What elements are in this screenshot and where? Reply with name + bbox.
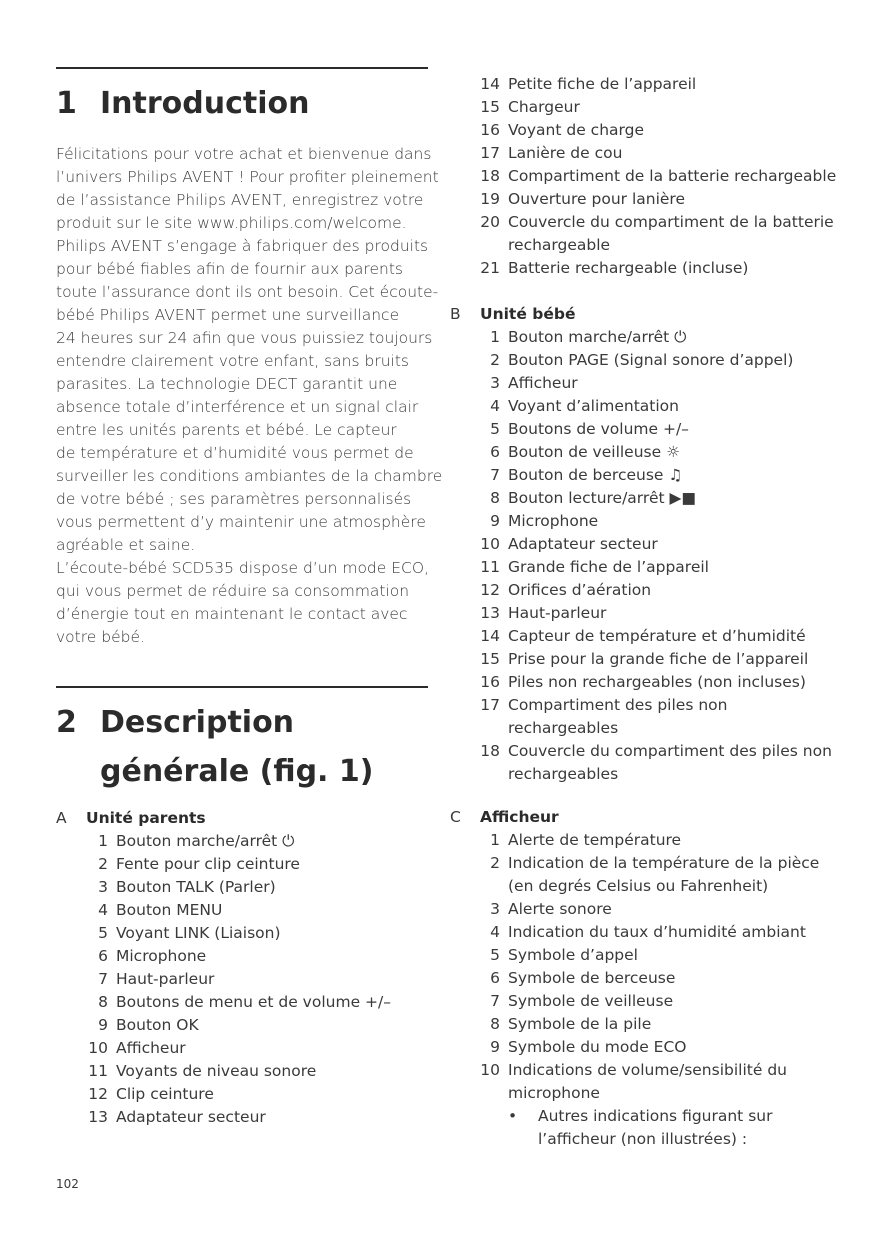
list-item [478,944,858,967]
list-item-text: Bouton marche/arrêt ⏻ [508,328,687,346]
paragraph-line: vous permettent d’y maintenir une atmosphère [56,513,426,531]
paragraph-line: surveiller les conditions ambiantes de la chambre [56,467,443,485]
paragraph-line: entre les unités parents et bébé. Le capteur [56,421,397,439]
list-item [478,740,858,763]
list-item-number: 10 [480,535,500,553]
group-c-letter: C [450,808,461,826]
list-item-number: 9 [490,1038,500,1056]
section-1-heading [56,78,309,130]
paragraph-line: d’énergie tout en maintenant le contact avec [56,605,408,623]
list-item-number: 15 [480,98,500,116]
list-item-number: 4 [98,901,108,919]
list-item-text: Haut-parleur [508,604,607,622]
list-item [86,830,458,853]
list-item [478,73,858,96]
list-item [478,648,858,671]
list-item [478,441,858,464]
group-c-bullets [450,1105,830,1151]
list-item [478,1036,858,1059]
group-b-title: Unité bébé [480,305,576,323]
list-item-number: 19 [480,190,500,208]
group-c-list [450,806,830,1151]
list-item-text: Compartiment de la batterie rechargeable [508,167,837,185]
list-item-text: Grande fiche de l’appareil [508,558,709,576]
list-item [478,418,858,441]
list-item [86,1037,458,1060]
list-item-number: 17 [480,144,500,162]
paragraph-line: pour bébé fiables afin de fournir aux parents [56,260,403,278]
list-item [478,464,858,487]
list-item-text: Bouton MENU [116,901,223,919]
list-item-text: Couvercle du compartiment de la batterie [508,213,834,231]
list-item-number: 3 [490,374,500,392]
list-item-number: 1 [98,832,108,850]
list-item [478,165,858,188]
bullet-text: Autres indications figurant sur [538,1107,773,1125]
list-item-number: 8 [490,1015,500,1033]
list-item-text: Afficheur [116,1039,186,1057]
list-item-number: 1 [490,831,500,849]
list-item-text: Piles non rechargeables (non incluses) [508,673,806,691]
list-item-number: 18 [480,167,500,185]
list-item-number: 12 [480,581,500,599]
list-item [478,763,858,786]
list-item-text: Capteur de température et d’humidité [508,627,806,645]
list-item-number: 13 [88,1108,108,1126]
list-item [478,372,858,395]
list-item-number: 21 [480,259,500,277]
list-item-text: Prise pour la grande fiche de l’appareil [508,650,809,668]
group-c-heading [450,806,830,829]
group-b-list [450,303,830,786]
list-item-number: 10 [88,1039,108,1057]
list-item-text: (en degrés Celsius ou Fahrenheit) [508,877,769,895]
list-item-number: 7 [490,466,500,484]
list-item-number: 11 [480,558,500,576]
paragraph-line: de l’assistance Philips AVENT, enregistrez votre [56,191,424,209]
list-item-number: 11 [88,1062,108,1080]
bullet-symbol: • [508,1107,518,1125]
list-item [478,188,858,211]
list-item-number: 14 [480,627,500,645]
list-item [86,876,458,899]
list-item-number: 1 [490,328,500,346]
list-item [478,829,858,852]
list-item [478,142,858,165]
list-item [86,1060,458,1083]
list-item-text: Voyant d’alimentation [508,397,679,415]
group-a-title: Unité parents [86,809,206,827]
list-item-text: Bouton de veilleuse ☼ [508,443,680,461]
list-item-text: Symbole du mode ECO [508,1038,687,1056]
list-item-text: Bouton de berceuse ♫ [508,466,683,484]
paragraph-line: L’écoute-bébé SCD535 dispose d’un mode ECO, [56,559,429,577]
list-item [478,556,858,579]
list-item-text: rechargeable [508,236,611,254]
list-item-text: Haut-parleur [116,970,215,988]
section-2-rule [56,686,428,688]
list-item-text: Chargeur [508,98,580,116]
paragraph-line: parasites. La technologie DECT garantit une [56,375,398,393]
list-item-text: Voyant de charge [508,121,645,139]
list-item [478,717,858,740]
list-item [478,967,858,990]
list-item-number: 16 [480,121,500,139]
list-item-text: Symbole de berceuse [508,969,676,987]
list-item-text: rechargeables [508,719,619,737]
list-item-number: 5 [98,924,108,942]
list-item [478,579,858,602]
list-item-number: 16 [480,673,500,691]
list-item-text: Fente pour clip ceinture [116,855,300,873]
list-item [478,1013,858,1036]
list-item [86,1106,458,1129]
list-item-text: Indication de la température de la pièce [508,854,820,872]
list-item-number: 8 [98,993,108,1011]
paragraph-line: l’univers Philips AVENT ! Pour profiter pleinement [56,168,439,186]
group-b-heading [450,303,830,326]
list-item-text: Bouton OK [116,1016,199,1034]
list-item-text: rechargeables [508,765,619,783]
list-item-text: Indication du taux d’humidité ambiant [508,923,806,941]
list-item [478,694,858,717]
list-item [478,898,858,921]
list-item-number: 9 [98,1016,108,1034]
list-item-number: 10 [480,1061,500,1079]
group-a-items [86,830,458,1129]
list-item-text: Microphone [116,947,207,965]
list-item-number: 6 [490,443,500,461]
group-a-heading [56,807,428,830]
group-b-letter: B [450,305,461,323]
list-item-text: Batterie rechargeable (incluse) [508,259,749,277]
list-item-text: Bouton marche/arrêt ⏻ [116,832,295,850]
list-item-number: 6 [490,969,500,987]
list-item-number: 5 [490,946,500,964]
list-item [478,602,858,625]
list-item [86,853,458,876]
list-item-number: 13 [480,604,500,622]
group-a-list [56,807,428,1129]
list-item-number: 4 [490,923,500,941]
section-1-number: 1 [56,86,77,121]
paragraph-line: bébé Philips AVENT permet une surveillance [56,306,400,324]
list-item-number: 2 [490,351,500,369]
list-item [478,990,858,1013]
list-item-text: Microphone [508,512,599,530]
list-item-text: Petite fiche de l’appareil [508,75,697,93]
list-item-text: Bouton lecture/arrêt ▶■ [508,489,697,507]
list-item-text: Boutons de volume +/– [508,420,689,438]
group-a-continued-items [478,73,858,280]
list-item [478,875,858,898]
list-item [478,326,858,349]
list-item-text: microphone [508,1084,600,1102]
list-item-text: Afficheur [508,374,578,392]
list-item-text: Orifices d’aération [508,581,652,599]
list-item [86,1083,458,1106]
list-item [478,852,858,875]
bullet-text: l’afficheur (non illustrées) : [538,1130,748,1148]
list-item-text: Alerte sonore [508,900,612,918]
list-item [478,533,858,556]
list-item-text: Indications de volume/sensibilité du [508,1061,787,1079]
list-item-text: Adaptateur secteur [116,1108,266,1126]
paragraph-line: agréable et saine. [56,536,196,554]
list-item [478,257,858,280]
list-item-text: Alerte de température [508,831,682,849]
section-2-title-line-1: Description [100,705,295,740]
list-item-number: 18 [480,742,500,760]
paragraph-line: qui vous permet de réduire sa consommation [56,582,410,600]
list-item [478,1082,858,1105]
group-a-letter: A [56,809,67,827]
list-item [478,395,858,418]
page-number: 102 [56,1177,79,1191]
list-item-text: Compartiment des piles non [508,696,728,714]
list-item-text: Adaptateur secteur [508,535,658,553]
paragraph-line: Félicitations pour votre achat et bienvenue dans [56,145,432,163]
list-item-number: 2 [98,855,108,873]
list-item-number: 4 [490,397,500,415]
paragraph-line: Philips AVENT s’engage à fabriquer des produits [56,237,429,255]
list-item-number: 3 [490,900,500,918]
list-item [478,211,858,234]
list-item-text: Lanière de cou [508,144,623,162]
list-item-number: 14 [480,75,500,93]
list-item-text: Bouton TALK (Parler) [116,878,276,896]
bullet-item [450,1128,830,1151]
bullet-item [450,1105,830,1128]
list-item [478,119,858,142]
list-item [86,922,458,945]
list-item-number: 7 [98,970,108,988]
group-c-items [478,829,858,1105]
list-item [86,945,458,968]
list-item [478,349,858,372]
list-item [478,96,858,119]
paragraph-line: votre bébé. [56,628,145,646]
list-item-number: 20 [480,213,500,231]
list-item-number: 15 [480,650,500,668]
list-item [478,625,858,648]
list-item [86,899,458,922]
paragraph-line: produit sur le site www.philips.com/welcome. [56,214,407,232]
list-item [86,1014,458,1037]
list-item-text: Couvercle du compartiment des piles non [508,742,832,760]
list-item-number: 9 [490,512,500,530]
section-2-number: 2 [56,705,77,740]
list-item-number: 12 [88,1085,108,1103]
paragraph-line: de température et d’humidité vous permet de [56,444,414,462]
list-item-text: Symbole de veilleuse [508,992,674,1010]
list-item-number: 7 [490,992,500,1010]
section-2-title-line-2: générale (fig. 1) [100,754,374,789]
list-item-text: Boutons de menu et de volume +/– [116,993,391,1011]
list-item-number: 2 [490,854,500,872]
paragraph-line: entendre clairement votre enfant, sans bruits [56,352,409,370]
group-c-title: Afficheur [480,808,559,826]
list-item [478,671,858,694]
list-item [86,968,458,991]
group-a-continued-list [450,73,837,280]
list-item [478,1059,858,1082]
paragraph-line: de votre bébé ; ses paramètres personnalisés [56,490,412,508]
list-item-number: 8 [490,489,500,507]
list-item-text: Symbole d’appel [508,946,638,964]
paragraph-line: absence totale d’interférence et un signal clair [56,398,419,416]
list-item-text: Bouton PAGE (Signal sonore d’appel) [508,351,794,369]
list-item [478,234,858,257]
list-item-text: Ouverture pour lanière [508,190,685,208]
list-item-text: Voyant LINK (Liaison) [116,924,281,942]
paragraph-line: toute l’assurance dont ils ont besoin. Cet écoute- [56,283,439,301]
list-item-number: 17 [480,696,500,714]
list-item-text: Voyants de niveau sonore [116,1062,317,1080]
paragraph-line: 24 heures sur 24 afin que vous puissiez toujours [56,329,433,347]
list-item-text: Symbole de la pile [508,1015,652,1033]
list-item [478,510,858,533]
intro-paragraph [56,143,443,649]
list-item-text: Clip ceinture [116,1085,214,1103]
section-1-rule [56,67,428,69]
group-b-items [478,326,858,786]
list-item [86,991,458,1014]
list-item [478,921,858,944]
list-item-number: 3 [98,878,108,896]
list-item [478,487,858,510]
list-item-number: 6 [98,947,108,965]
section-1-title: Introduction [100,86,310,121]
list-item-number: 5 [490,420,500,438]
